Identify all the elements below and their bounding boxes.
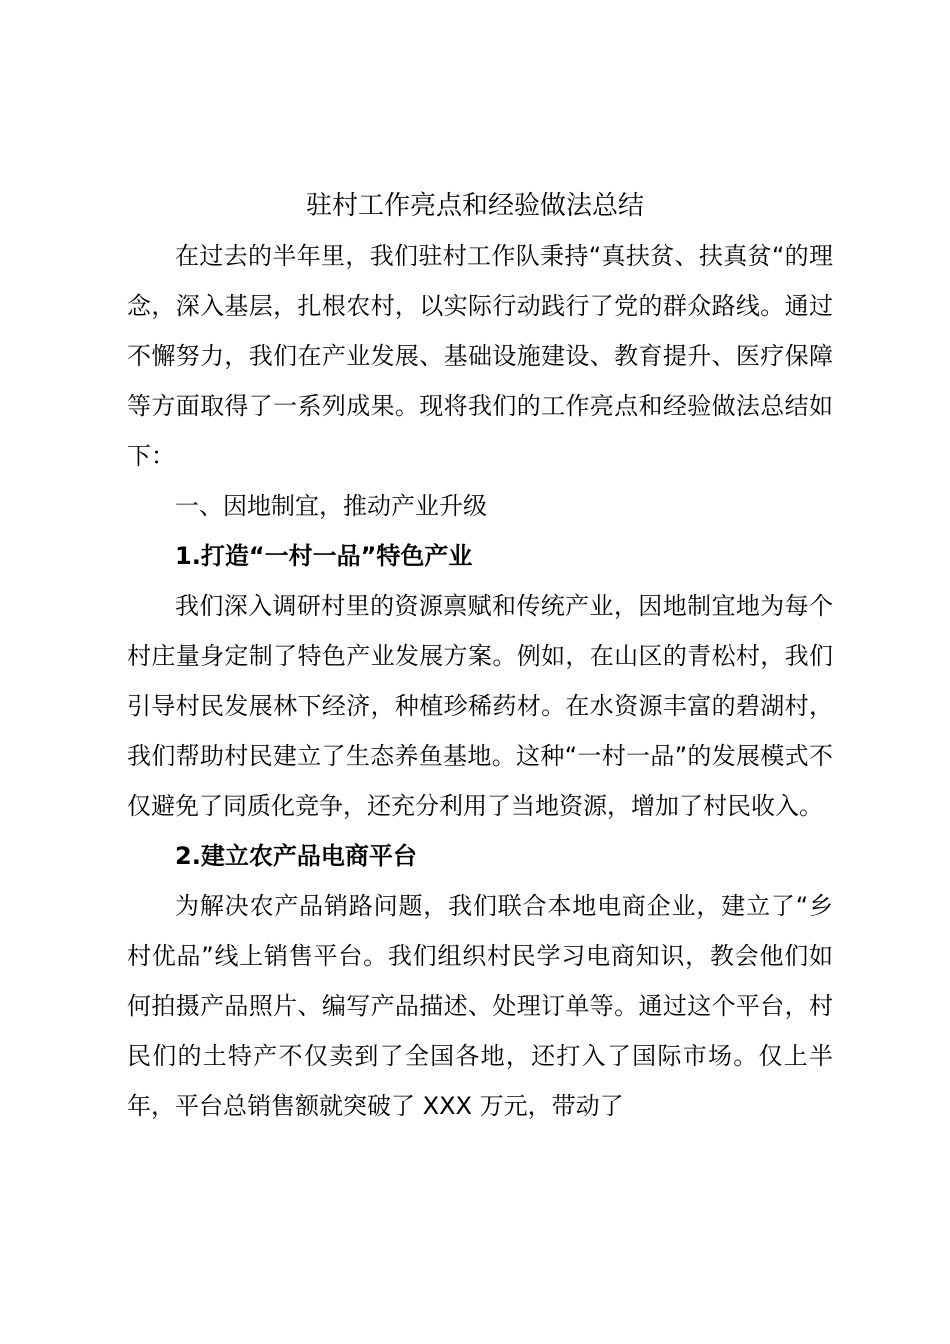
subsection-1-heading: 1.打造“一村一品”特色产业 [175, 542, 473, 570]
intro-paragraph: 在过去的半年里，我们驻村工作队秉持“真扶贫、扶真贫“的理念，深入基层，扎根农村，以实际行动践行了党的群众路线。通过不懈努力，我们在产业发展、基础设施建设、教育提升、医疗保障等方面取得了一系列成果。现将我们的工作亮点和经验做法总结如下： [127, 242, 833, 470]
subsection-2-heading: 2.建立农产品电商平台 [175, 842, 417, 870]
document-body [127, 231, 833, 1131]
subsection-1-paragraph: 我们深入调研村里的资源禀赋和传统产业，因地制宜地为每个村庄量身定制了特色产业发展方案。例如，在山区的青松村，我们引导村民发展林下经济，种植珍稀药材。在水资源丰富的碧湖村，我们帮助村民建立了生态养鱼基地。这种“一村一品”的发展模式不仅避免了同质化竞争，还充分利用了当地资源，增加了村民收入。 [127, 592, 833, 820]
section-1-heading: 一、因地制宜，推动产业升级 [175, 492, 487, 520]
document-title: 驻村工作亮点和经验做法总结 [305, 191, 644, 221]
subsection-2-paragraph: 为解决农产品销路问题，我们联合本地电商企业，建立了“乡村优品”线上销售平台。我们组织村民学习电商知识，教会他们如何拍摄产品照片、编写产品描述、处理订单等。通过这个平台，村民们的土特产不仅卖到了全国各地，还打入了国际市场。仅上半年，平台总销售额就突破了 XXX 万元，带动了 [127, 892, 833, 1120]
